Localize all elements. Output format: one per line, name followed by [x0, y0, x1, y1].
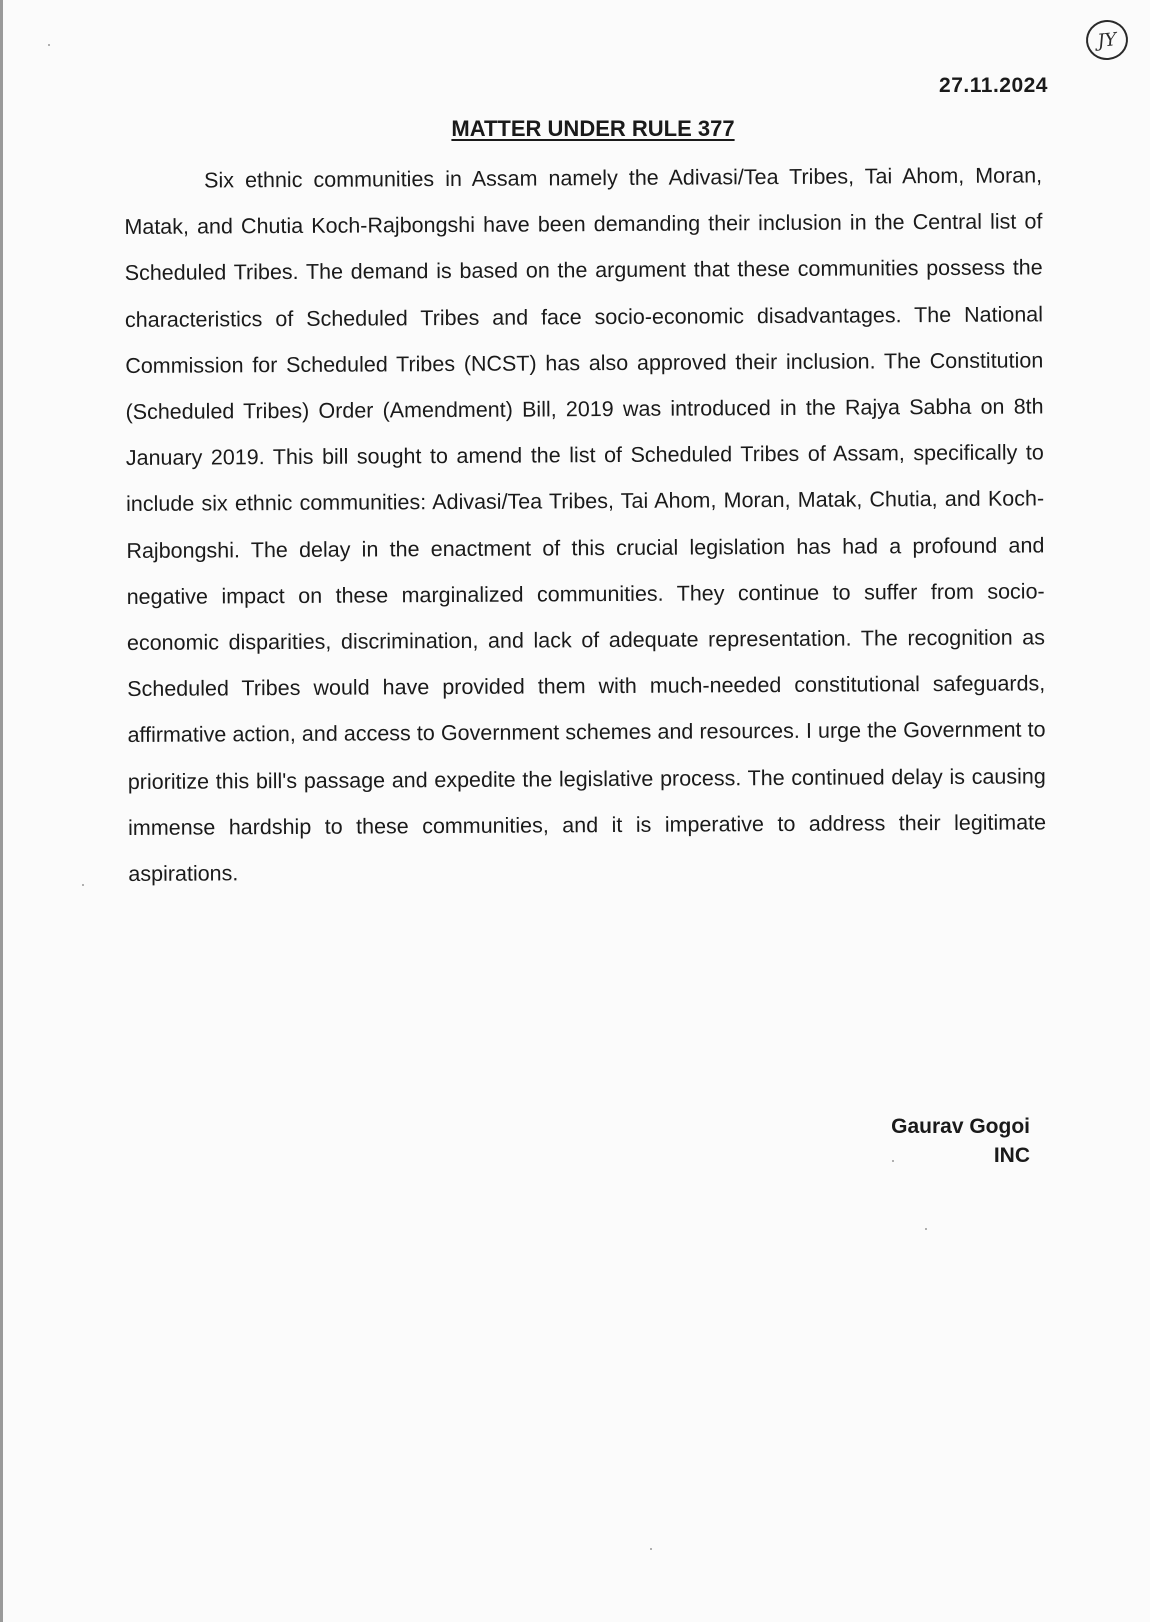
scan-speck [925, 1228, 927, 1230]
scan-speck [892, 1160, 894, 1162]
signatory-party: INC [993, 1144, 1030, 1167]
body-paragraph: Six ethnic communities in Assam namely the Adivasi/Tea Tribes, Tai Ahom, Moran, Matak, and Chutia Koch-Rajbongshi have been demanding their inclusion in the Central list of Scheduled Tribes. The demand is based on the argument that these communities possess the characteristics of Scheduled Tribes and face socio-economic disadvantages. The National Commission for Scheduled Tribes (NCST) has also approved their inclusion. The Constitution (Scheduled Tribes) Order (Amendment) Bill, 2019 was introduced in the Rajya Sabha on 8th January 2019. This bill sought to amend the list of Scheduled Tribes of Assam, specifically to include six ethnic communities: Adivasi/Tea Tribes, Tai Ahom, Moran, Matak, Chutia, and Koch-Rajbongshi. The delay in the enactment of this crucial legislation has had a profound and negative impact on these marginalized communities. They continue to suffer from socio-economic disparities, discrimination, and lack of adequate representation. The recognition as Scheduled Tribes would have provided them with much-needed constitutional safeguards, affirmative action, and access to Government schemes and resources. I urge the Government to prioritize this bill's passage and expedite the legislative process. The continued delay is causing immense hardship to these communities, and it is imperative to address their legitimate aspirations. [124, 163, 1047, 887]
stamp-initials: JY [1096, 28, 1118, 52]
document-title: MATTER UNDER RULE 377 [451, 116, 735, 141]
document-date: 27.11.2024 [939, 74, 1048, 97]
scan-speck [650, 1548, 652, 1550]
scan-speck [82, 884, 84, 886]
page-edge-shadow [0, 0, 3, 1622]
signature-block [891, 1112, 1030, 1170]
signatory-name: Gaurav Gogoi [891, 1115, 1030, 1138]
initials-stamp [1084, 18, 1130, 62]
scan-speck [48, 44, 50, 46]
